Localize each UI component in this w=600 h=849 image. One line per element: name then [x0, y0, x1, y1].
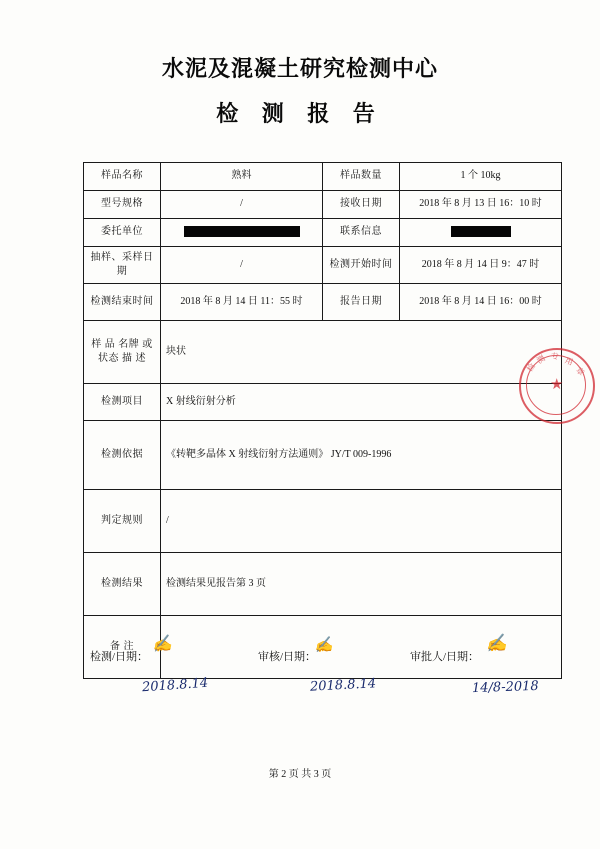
row-label-judgement-rule: 判定规则 [84, 490, 161, 553]
redaction-bar [184, 226, 300, 237]
table-row [84, 219, 562, 247]
page-title: 水泥及混凝土研究检测中心 [161, 56, 438, 81]
official-stamp [519, 348, 595, 424]
table-row [84, 321, 562, 384]
report-table [83, 162, 562, 679]
signature-handwriting-reviewer: ✍ [313, 635, 334, 655]
row-label-sampling-date: 抽样、采样日期 [84, 247, 161, 284]
signature-label-reviewer: 审核/日期： [258, 651, 317, 663]
row-value-report-date: 2018 年 8 月 14 日 16：00 时 [400, 284, 562, 321]
row-value-sampling-date: / [161, 247, 323, 284]
title-block [0, 0, 600, 128]
row-value-sample-qty: 1 个 10kg [400, 163, 562, 191]
row-label-test-result: 检测结果 [84, 553, 161, 616]
redaction-bar [451, 226, 511, 237]
row-label-test-basis: 检测依据 [84, 421, 161, 490]
row-label-client: 委托单位 [84, 219, 161, 247]
row-label-contact: 联系信息 [323, 219, 400, 247]
stamp-star-icon: ★ [550, 377, 564, 393]
row-label-receive-date: 接收日期 [323, 191, 400, 219]
signature-date-tester: 2018.8.14 [141, 675, 209, 696]
row-label-model-spec: 型号规格 [84, 191, 161, 219]
table-row [84, 384, 562, 421]
row-value-sample-description: 块状 [161, 321, 562, 384]
row-label-sample-name: 样品名称 [84, 163, 161, 191]
document-title: 检 测 报 告 [216, 101, 384, 126]
row-label-sample-description: 样 品 名牌 或 状态 描 述 [84, 321, 161, 384]
row-value-sample-name: 熟料 [161, 163, 323, 191]
table-row [84, 421, 562, 490]
row-label-test-end: 检测结束时间 [84, 284, 161, 321]
table-row [84, 191, 562, 219]
row-label-test-item: 检测项目 [84, 384, 161, 421]
row-label-sample-qty: 样品数量 [323, 163, 400, 191]
table-row [84, 163, 562, 191]
row-value-test-basis: 《转靶多晶体 X 射线衍射方法通则》 JY/T 009-1996 [161, 421, 562, 490]
row-value-client [161, 219, 323, 247]
table-row [84, 247, 562, 284]
row-value-test-item: X 射线衍射分析 [161, 384, 562, 421]
table-row [84, 490, 562, 553]
row-value-receive-date: 2018 年 8 月 13 日 16：10 时 [400, 191, 562, 219]
row-value-model-spec: / [161, 191, 323, 219]
row-value-contact [400, 219, 562, 247]
signature-handwriting-tester: ✍ [151, 633, 173, 654]
signature-label-tester: 检测/日期： [90, 651, 149, 663]
stamp-text: 检 测 专 用 章 [525, 351, 587, 378]
row-value-test-result: 检测结果见报告第 3 页 [161, 553, 562, 616]
row-label-report-date: 报告日期 [323, 284, 400, 321]
signature-label-approver: 审批人/日期： [410, 651, 480, 663]
signature-date-reviewer: 2018.8.14 [309, 676, 377, 695]
row-value-judgement-rule: / [161, 490, 562, 553]
row-value-test-end: 2018 年 8 月 14 日 11：55 时 [161, 284, 323, 321]
row-value-test-start: 2018 年 8 月 14 日 9：47 时 [400, 247, 562, 284]
page-footer: 第 2 页 共 3 页 [268, 769, 332, 780]
signature-handwriting-approver: ✍ [485, 633, 508, 655]
row-label-remark: 备 注 [84, 616, 161, 679]
signature-date-approver: 14/8-2018 [471, 678, 539, 697]
table-row [84, 553, 562, 616]
row-label-test-start: 检测开始时间 [323, 247, 400, 284]
table-row [84, 284, 562, 321]
